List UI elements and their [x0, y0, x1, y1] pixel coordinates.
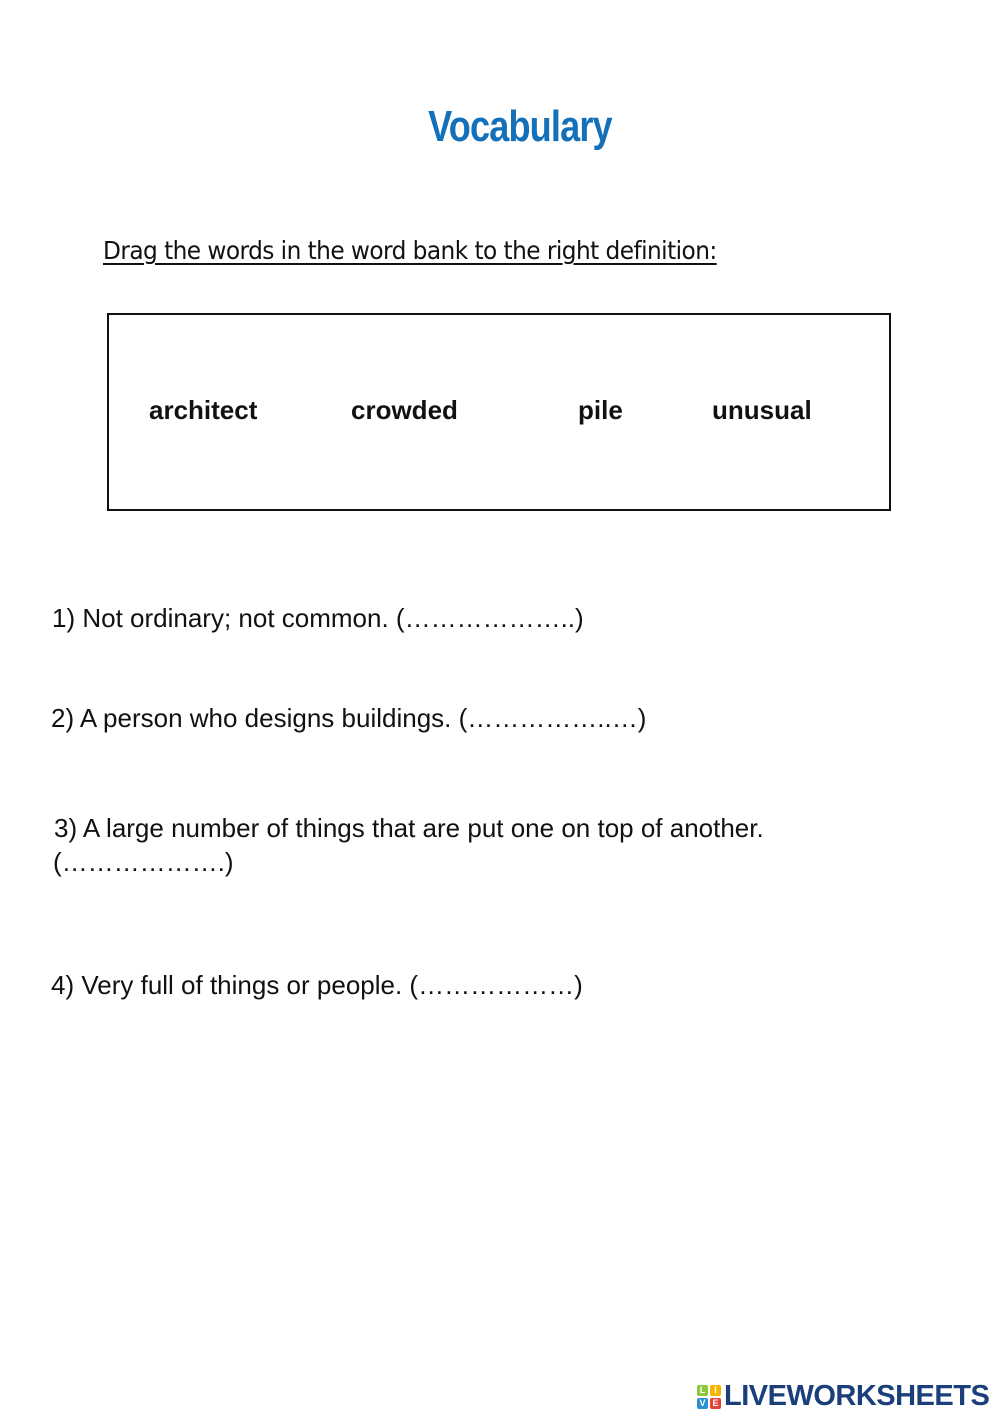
question-4[interactable]: 4) Very full of things or people. (………………): [51, 970, 583, 1000]
word-architect[interactable]: architect: [149, 395, 258, 425]
word-crowded[interactable]: crowded: [351, 395, 458, 425]
page-title: Vocabulary: [428, 102, 612, 151]
logo-text: LIVEWORKSHEETS: [724, 1380, 990, 1412]
word-unusual[interactable]: unusual: [712, 395, 812, 425]
liveworksheets-logo: [697, 1380, 989, 1413]
question-3-blank[interactable]: (……………….): [53, 847, 234, 877]
instruction-text: Drag the words in the word bank to the right definition:: [103, 236, 717, 265]
word-pile[interactable]: pile: [578, 395, 623, 425]
question-1[interactable]: 1) Not ordinary; not common. (………………..): [52, 603, 584, 633]
question-3: 3) A large number of things that are put one on top of another.: [54, 813, 764, 843]
question-2[interactable]: 2) A person who designs buildings. (……………..…): [51, 703, 647, 733]
word-bank: [107, 313, 891, 511]
live-tiles-icon: L I V E: [697, 1385, 721, 1409]
